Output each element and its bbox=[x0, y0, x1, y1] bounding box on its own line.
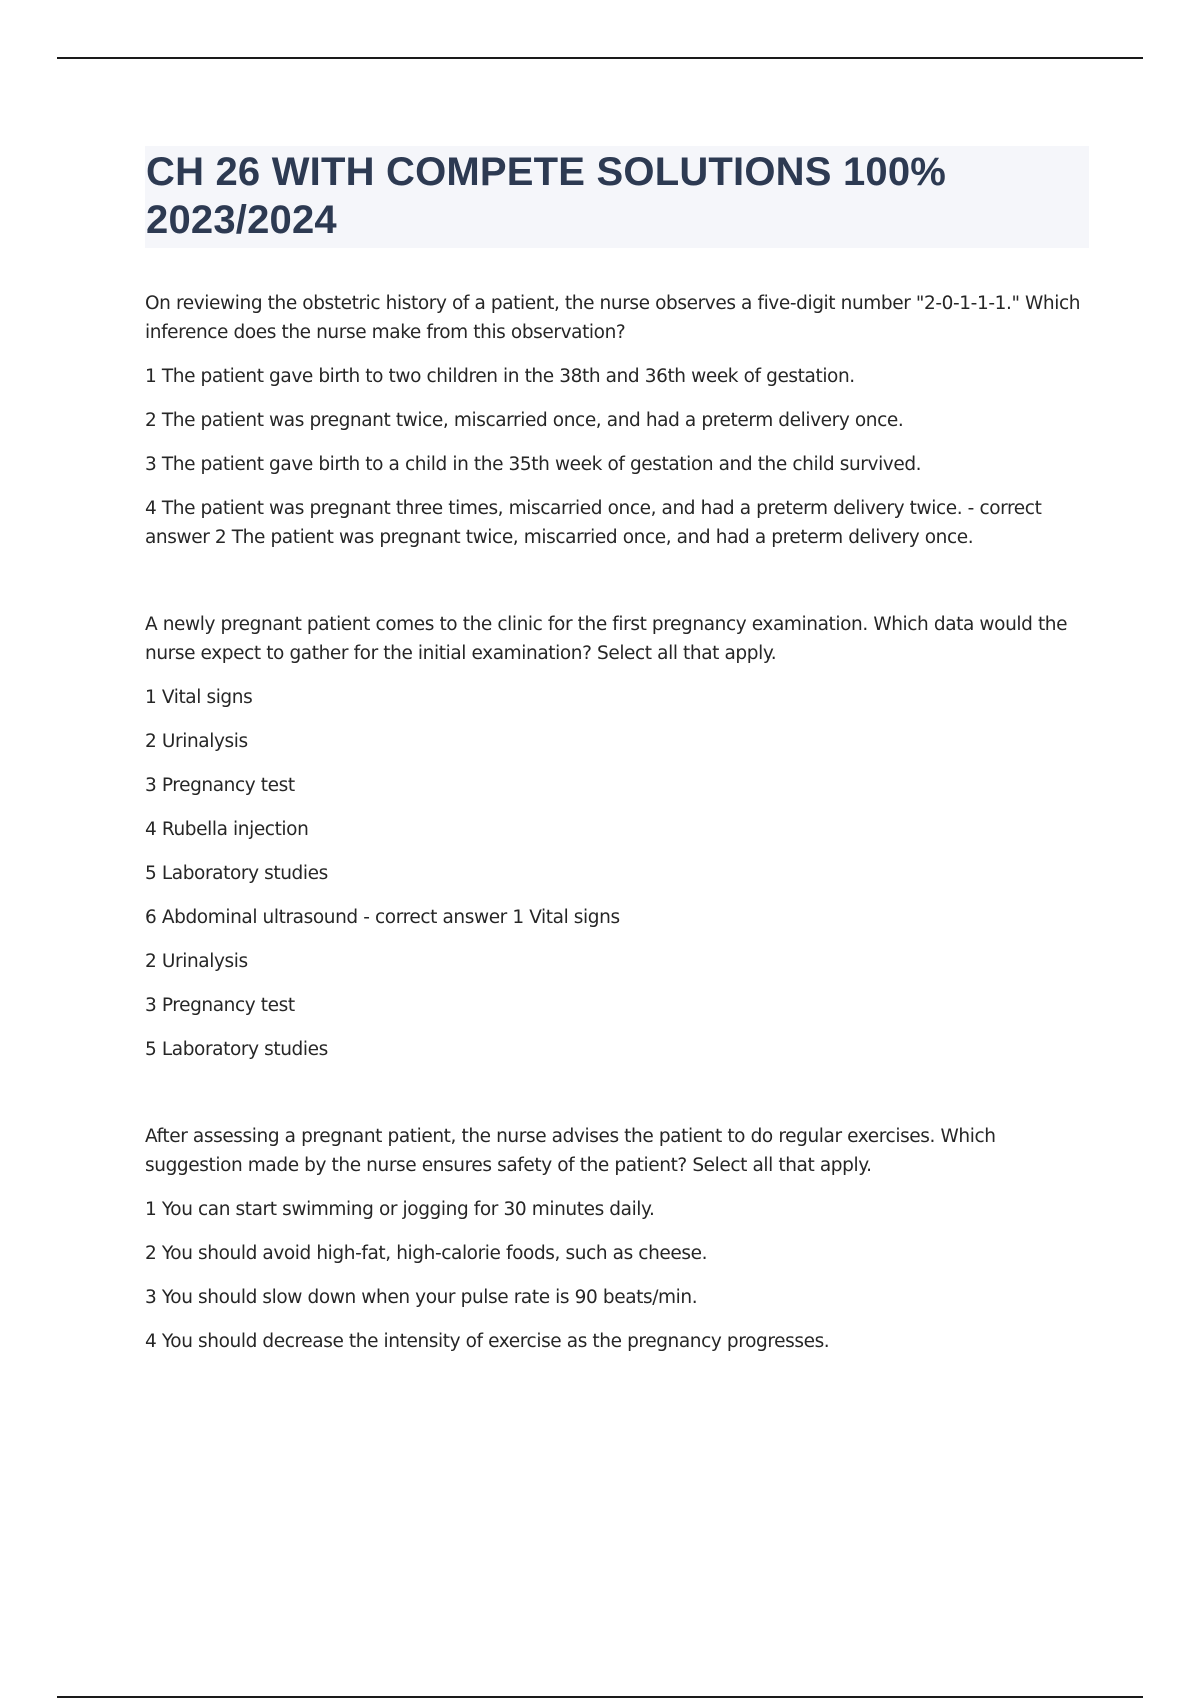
answer-line: 1 You can start swimming or jogging for 30 minutes daily. bbox=[145, 1199, 655, 1220]
answer-line: 5 Laboratory studies bbox=[145, 863, 328, 884]
question-block-2 bbox=[145, 610, 1089, 1064]
answer-line: 3 The patient gave birth to a child in the 35th week of gestation and the child survived. bbox=[145, 454, 922, 475]
answer-line: 5 Laboratory studies bbox=[145, 1039, 328, 1060]
answer-line: 3 Pregnancy test bbox=[145, 775, 295, 796]
answer-line: 3 You should slow down when your pulse rate is 90 beats/min. bbox=[145, 1287, 698, 1308]
answer-line: 3 Pregnancy test bbox=[145, 995, 295, 1016]
question-text: A newly pregnant patient comes to the clinic for the first pregnancy examination. Which data would the nurse expect to gather for the initial examination? Select all that apply. bbox=[145, 614, 1068, 664]
answer-line: 2 Urinalysis bbox=[145, 731, 248, 752]
answer-line: 4 The patient was pregnant three times, miscarried once, and had a preterm delivery twice. - correct answer 2 The patient was pregnant twice, miscarried once, and had a preterm delivery once. bbox=[145, 498, 1042, 548]
answer-line: 2 The patient was pregnant twice, miscarried once, and had a preterm delivery once. bbox=[145, 410, 904, 431]
answer-line: 4 You should decrease the intensity of exercise as the pregnancy progresses. bbox=[145, 1331, 830, 1352]
answer-line: 1 The patient gave birth to two children in the 38th and 36th week of gestation. bbox=[145, 366, 855, 387]
answer-line: 6 Abdominal ultrasound - correct answer 1 Vital signs bbox=[145, 907, 620, 928]
question-block-3 bbox=[145, 1122, 1089, 1356]
answer-line: 2 Urinalysis bbox=[145, 951, 248, 972]
document-title: CH 26 WITH COMPETE SOLUTIONS 100% 2023/2024 bbox=[146, 150, 947, 242]
answer-line: 4 Rubella injection bbox=[145, 819, 309, 840]
question-text: After assessing a pregnant patient, the nurse advises the patient to do regular exercises. Which suggestion made by the nurse ensures safety of the patient? Select all that apply. bbox=[145, 1126, 996, 1176]
answer-line: 1 Vital signs bbox=[145, 687, 253, 708]
bottom-rule bbox=[57, 1696, 1143, 1698]
top-rule bbox=[57, 57, 1143, 59]
document-body bbox=[145, 289, 1089, 1356]
question-text: On reviewing the obstetric history of a patient, the nurse observes a five-digit number "2-0-1-1-1." Which inference does the nurse make from this observation? bbox=[145, 293, 1081, 343]
title-band bbox=[145, 146, 1089, 248]
answer-line: 2 You should avoid high-fat, high-calorie foods, such as cheese. bbox=[145, 1243, 708, 1264]
question-block-1 bbox=[145, 289, 1089, 552]
